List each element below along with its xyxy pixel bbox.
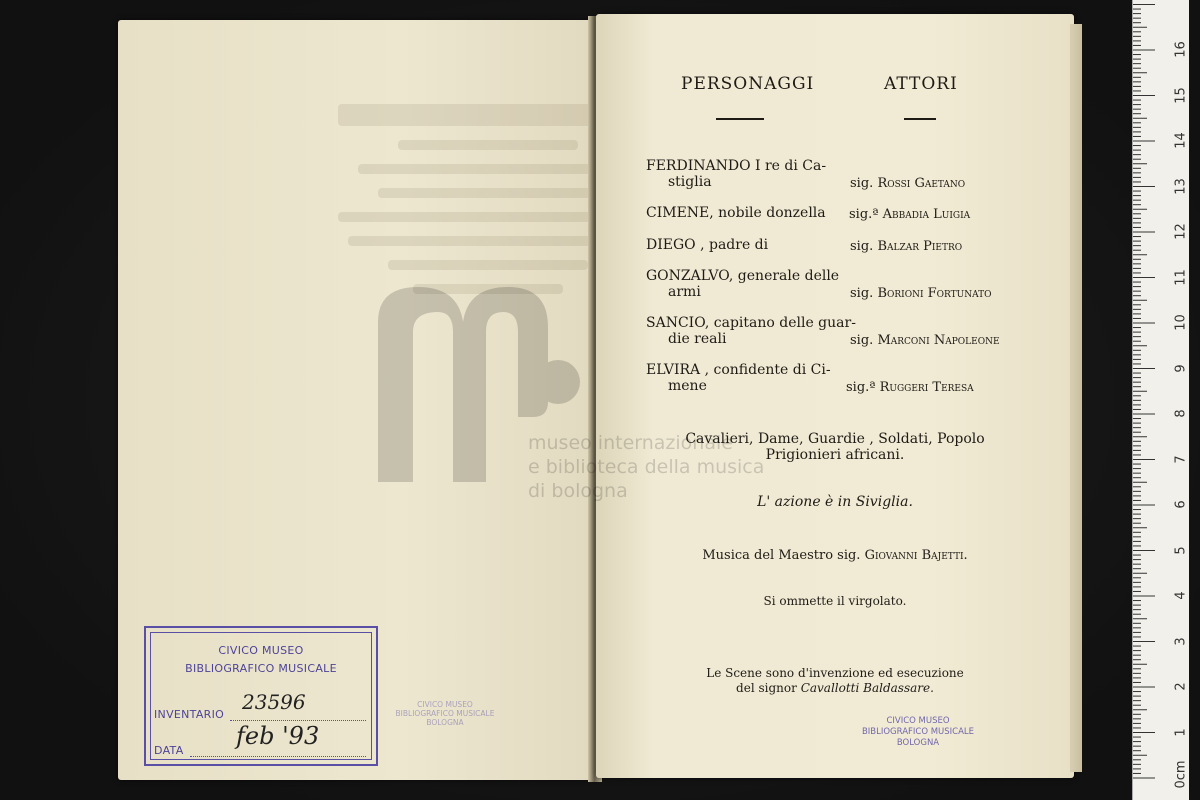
cast-role-6-cont: mene <box>668 378 707 394</box>
right-page <box>596 14 1074 778</box>
cast-role-5-cont: die reali <box>668 331 727 347</box>
date-label: DATA <box>154 744 184 757</box>
inventory-stamp <box>144 626 378 766</box>
ruler-label: 16 <box>1173 41 1189 58</box>
cast-role-1-cont: stiglia <box>668 174 712 190</box>
cast-role-1: FERDINANDO I re di Ca- <box>646 158 827 174</box>
ruler-label: 9 <box>1173 363 1189 373</box>
cast-actor-5: sig. Marconi Napoleone <box>850 333 1000 348</box>
cast-actor-3: sig. Balzar Pietro <box>850 239 963 254</box>
library-stamp-left: CIVICO MUSEO BIBLIOGRAFICO MUSICALE BOLOGNA <box>395 700 495 727</box>
characters-heading: PERSONAGGI <box>681 74 815 94</box>
cast-role-5: SANCIO, capitano delle guar- <box>646 315 856 331</box>
ruler-label: 5 <box>1173 545 1189 555</box>
ruler-label: 3 <box>1173 636 1189 646</box>
extras-line-2: Prigionieri africani. <box>765 447 905 463</box>
watermark-line-2: e biblioteca della musica <box>528 456 765 478</box>
cast-role-3: DIEGO , padre di <box>646 237 769 253</box>
scenes-credit-line-1: Le Scene sono d'invenzione ed esecuzione <box>706 666 964 680</box>
ruler-label: 7 <box>1173 454 1189 464</box>
cast-actor-1: sig. Rossi Gaetano <box>850 176 966 191</box>
cast-actor-4: sig. Borioni Fortunato <box>850 286 992 301</box>
extras-line-1: Cavalieri, Dame, Guardie , Soldati, Popolo <box>685 431 985 447</box>
cast-role-6: ELVIRA , confidente di Ci- <box>646 362 831 378</box>
watermark-line-1: museo internazionale <box>528 432 733 454</box>
date-value: feb '93 <box>236 722 320 750</box>
music-credit: Musica del Maestro sig. Giovanni Bajetti. <box>702 548 968 563</box>
watermark-line-3: di bologna <box>528 480 628 502</box>
omission-note: Si ommette il virgolato. <box>763 594 907 608</box>
characters-heading-rule <box>716 118 764 120</box>
cast-actor-2: sig.ª Abbadia Luigia <box>849 207 971 222</box>
inventory-label: INVENTARIO <box>154 708 225 721</box>
library-stamp-right: CIVICO MUSEO BIBLIOGRAFICO MUSICALE BOLOGNA <box>861 716 975 748</box>
page-edges <box>1070 24 1082 772</box>
inventory-underline <box>230 720 366 721</box>
inventory-stamp-line-2: BIBLIOGRAFICO MUSICALE <box>185 662 337 675</box>
setting-line: L' azione è in Siviglia. <box>757 494 913 510</box>
inventory-number: 23596 <box>242 690 306 714</box>
ruler-label: 4 <box>1173 591 1189 600</box>
ruler-label: 10 <box>1173 314 1189 331</box>
ruler-label: 13 <box>1173 177 1189 195</box>
inventory-stamp-line-1: CIVICO MUSEO <box>218 644 304 657</box>
cast-role-4: GONZALVO, generale delle <box>646 268 840 284</box>
ruler-label: 14 <box>1173 132 1189 149</box>
date-underline <box>190 756 366 757</box>
ruler-label: 11 <box>1173 268 1189 286</box>
cast-role-4-cont: armi <box>668 284 701 300</box>
ruler-label: 12 <box>1173 223 1189 240</box>
ruler-label: 0cm <box>1173 760 1189 789</box>
ruler-label: 2 <box>1173 682 1189 691</box>
actors-heading: ATTORI <box>884 74 958 94</box>
ruler-label: 1 <box>1173 727 1189 737</box>
ruler-label: 15 <box>1173 86 1189 104</box>
scenes-credit-line-2: del signor Cavallotti Baldassare. <box>736 681 934 695</box>
cast-actor-6: sig.ª Ruggeri Teresa <box>846 380 974 395</box>
actors-heading-rule <box>904 118 936 120</box>
ruler-label: 6 <box>1173 500 1189 509</box>
cast-role-2: CIMENE, nobile donzella <box>646 205 826 221</box>
ruler-label: 8 <box>1173 409 1189 418</box>
